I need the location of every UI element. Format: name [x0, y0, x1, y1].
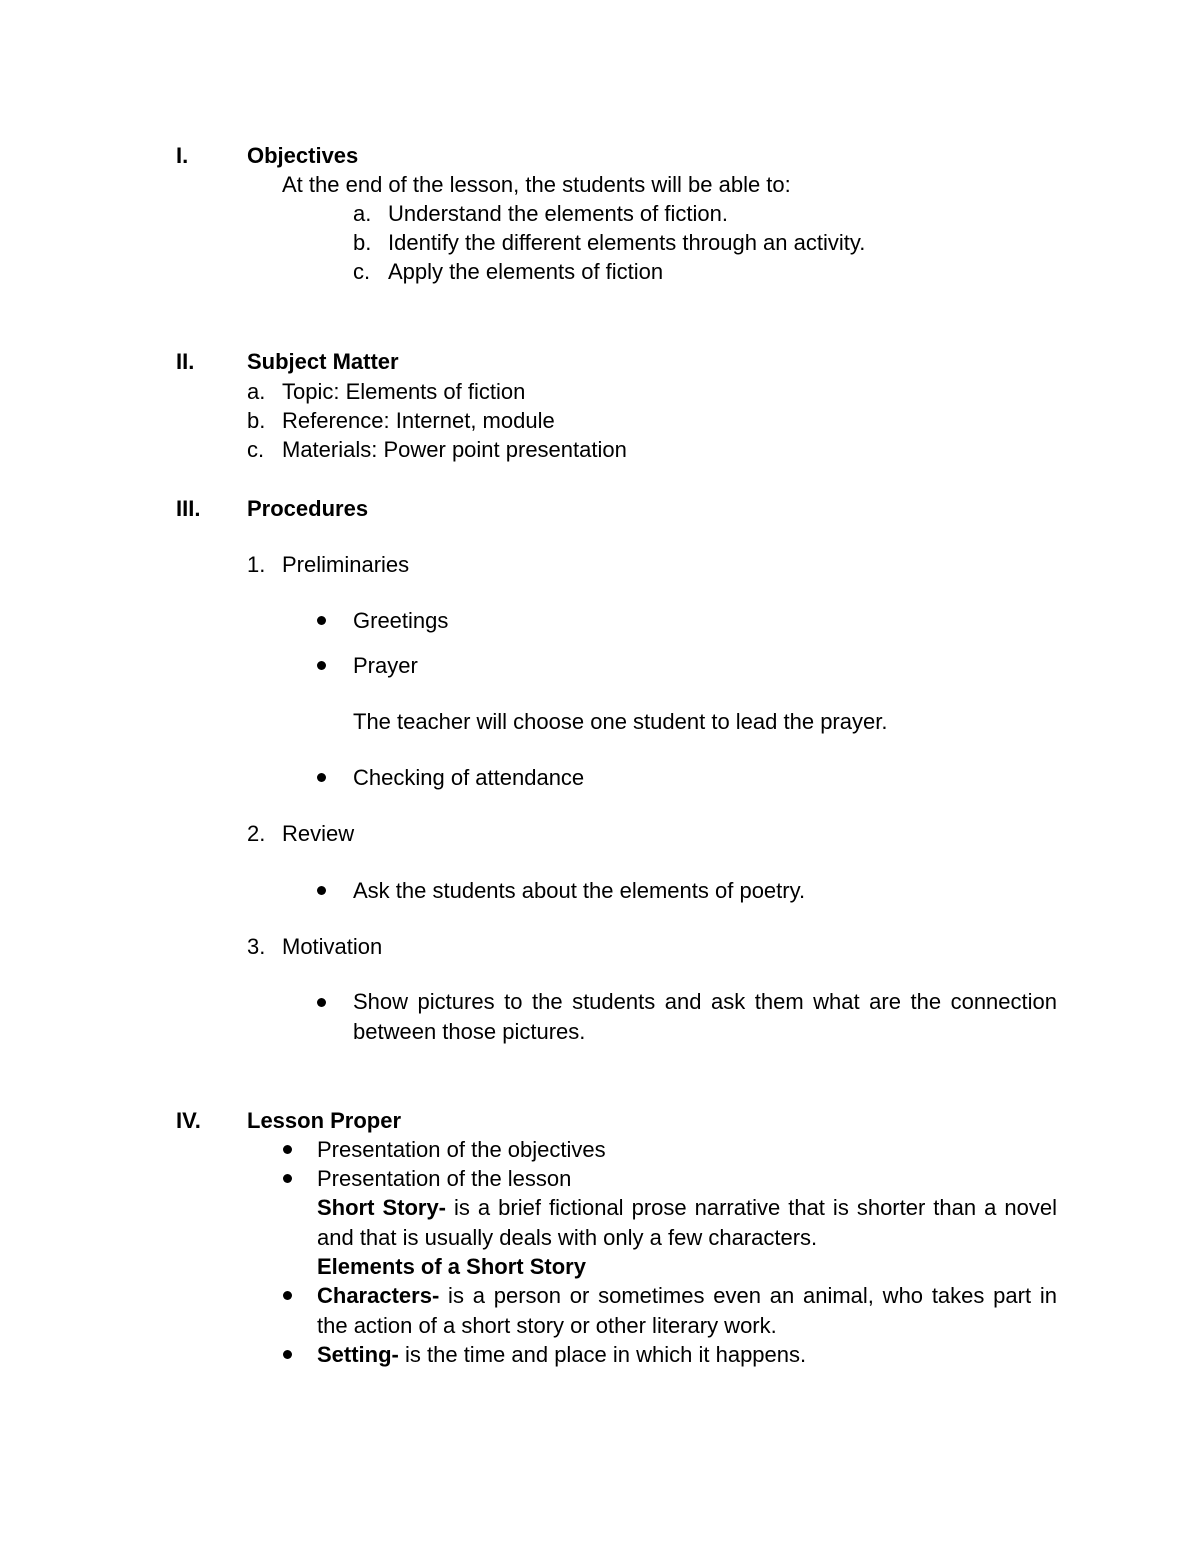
list-marker: a.: [353, 201, 372, 226]
element-setting: [317, 1340, 806, 1370]
term-setting: Setting-: [317, 1342, 399, 1367]
list-marker: c.: [353, 259, 371, 284]
list-marker: b.: [353, 230, 372, 255]
list-marker: a.: [247, 379, 266, 404]
objective-item: Identify the different elements through an activity.: [388, 230, 866, 255]
step-label-preliminaries: Preliminaries: [282, 552, 410, 577]
bullet-item: Presentation of the objectives: [317, 1137, 606, 1162]
short-story-definition: [317, 1193, 1057, 1253]
section-title-lesson-proper: Lesson Proper: [247, 1108, 402, 1133]
step-label-motivation: Motivation: [282, 934, 383, 959]
section-numeral: III.: [176, 496, 201, 521]
bullet-item: Prayer: [353, 653, 418, 678]
term-short-story: Short Story-: [317, 1195, 447, 1220]
section-title-subject-matter: Subject Matter: [247, 349, 399, 374]
term-characters: Characters-: [317, 1283, 440, 1308]
bullet-icon: [317, 616, 326, 625]
step-marker: 3.: [247, 934, 266, 959]
subject-item: Materials: Power point presentation: [282, 437, 627, 462]
bullet-item: Greetings: [353, 608, 449, 633]
definition-text: is the time and place in which it happens.: [398, 1342, 807, 1367]
bullet-icon: [283, 1145, 292, 1154]
bullet-icon: [317, 998, 326, 1007]
bullet-icon: [317, 661, 326, 670]
definition-text: is a brief fictional prose narrative that is shorter than a novel and that is usually deals with only a few characters.: [317, 1195, 1057, 1250]
list-marker: b.: [247, 408, 266, 433]
section-numeral: IV.: [176, 1108, 201, 1133]
subject-item: Reference: Internet, module: [282, 408, 555, 433]
bullet-icon: [317, 886, 326, 895]
subject-item: Topic: Elements of fiction: [282, 379, 526, 404]
definition-text: is a person or sometimes even an animal, who takes part in the action of a short story or other literary work.: [317, 1283, 1057, 1338]
step-marker: 1.: [247, 552, 266, 577]
element-characters: [317, 1281, 1057, 1341]
section-title-procedures: Procedures: [247, 496, 369, 521]
section-numeral: II.: [176, 349, 195, 374]
bullet-icon: [283, 1174, 292, 1183]
prayer-note: The teacher will choose one student to lead the prayer.: [353, 709, 888, 734]
bullet-item: Checking of attendance: [353, 765, 585, 790]
bullet-icon: [317, 773, 326, 782]
objective-item: Apply the elements of fiction: [388, 259, 664, 284]
bullet-icon: [283, 1350, 292, 1359]
objective-item: Understand the elements of fiction.: [388, 201, 728, 226]
step-label-review: Review: [282, 821, 355, 846]
bullet-item: Presentation of the lesson: [317, 1166, 572, 1191]
bullet-icon: [283, 1291, 292, 1300]
elements-heading: Elements of a Short Story: [317, 1254, 586, 1279]
list-marker: c.: [247, 437, 265, 462]
objectives-intro: At the end of the lesson, the students will be able to:: [282, 172, 791, 197]
step-marker: 2.: [247, 821, 266, 846]
bullet-item: Show pictures to the students and ask them what are the connection between those pictures.: [353, 989, 1057, 1044]
section-numeral: I.: [176, 143, 189, 168]
section-title-objectives: Objectives: [247, 143, 359, 168]
bullet-item: Ask the students about the elements of poetry.: [353, 878, 806, 903]
